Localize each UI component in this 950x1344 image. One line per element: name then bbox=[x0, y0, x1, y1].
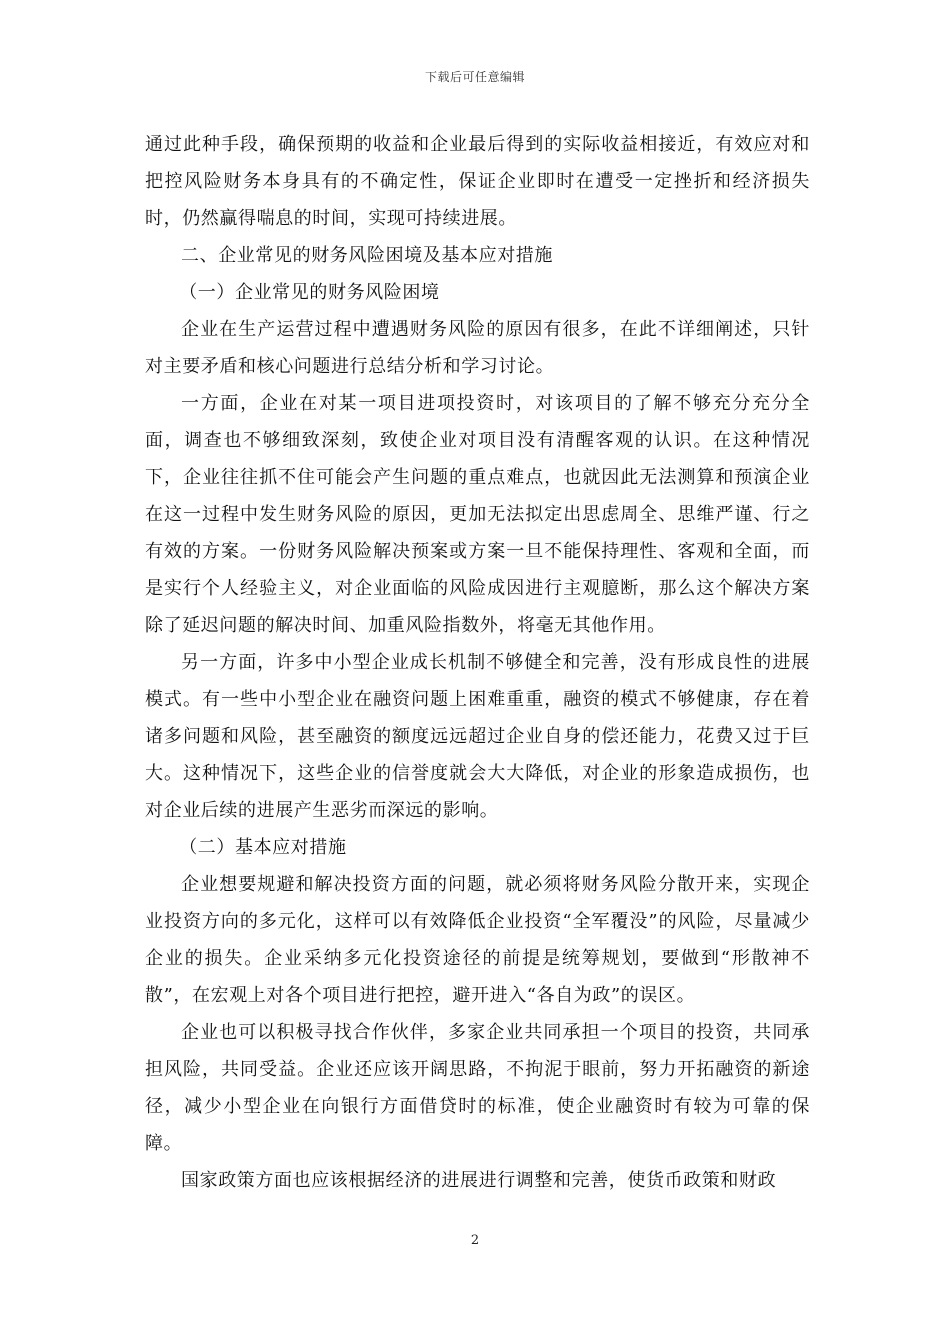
document-body bbox=[145, 126, 810, 1199]
paragraph-first-aspect: 一方面，企业在对某一项目进项投资时，对该项目的了解不够充分充分全面，调查也不够细致深刻，致使企业对项目没有清醒客观的认识。在这种情况下，企业往往抓不住可能会产生问题的重点难点，也就因此无法测算和预演企业在这一过程中发生财务风险的原因，更加无法拟定出思虑周全、思维严谨、行之有效的方案。一份财务风险解决预案或方案一旦不能保持理性、客观和全面，而是实行个人经验主义，对企业面临的风险成因进行主观臆断，那么这个解决方案除了延迟问题的解决时间、加重风险指数外，将毫无其他作用。 bbox=[145, 393, 810, 636]
page-number: 2 bbox=[470, 1233, 480, 1248]
subsection-heading-2: （二）基本应对措施 bbox=[179, 837, 347, 858]
paragraph-continuation: 通过此种手段，确保预期的收益和企业最后得到的实际收益相接近，有效应对和把控风险财务本身具有的不确定性，保证企业即时在遭受一定挫折和经济损失时，仍然赢得喘息的时间，实现可持续进展。 bbox=[145, 134, 810, 229]
subsection-heading-1: （一）企业常见的财务风险困境 bbox=[179, 282, 440, 303]
header-note: 下载后可任意编辑 bbox=[424, 70, 525, 84]
paragraph-second-aspect: 另一方面，许多中小型企业成长机制不够健全和完善，没有形成良性的进展模式。有一些中小型企业在融资问题上困难重重，融资的模式不够健康，存在着诸多问题和风险，甚至融资的额度远远超过企业自身的偿还能力，花费又过于巨大。这种情况下，这些企业的信誉度就会大大降低，对企业的形象造成损伤，也对企业后续的进展产生恶劣而深远的影响。 bbox=[145, 652, 810, 821]
paragraph-partnership: 企业也可以积极寻找合作伙伴，多家企业共同承担一个项目的投资，共同承担风险，共同受益。企业还应该开阔思路，不拘泥于眼前，努力开拓融资的新途径，减少小型企业在向银行方面借贷时的标准，使企业融资时有较为可靠的保障。 bbox=[145, 1022, 810, 1154]
section-heading: 二、企业常见的财务风险困境及基本应对措施 bbox=[181, 245, 553, 266]
paragraph-diversification: 企业想要规避和解决投资方面的问题，就必须将财务风险分散开来，实现企业投资方向的多元化，这样可以有效降低企业投资“全军覆没”的风险，尽量减少企业的损失。企业采纳多元化投资途径的前提是统筹规划，要做到“形散神不散”，在宏观上对各个项目进行把控，避开进入“各自为政”的误区。 bbox=[145, 874, 810, 1006]
paragraph-intro: 企业在生产运营过程中遭遇财务风险的原因有很多，在此不详细阐述，只针对主要矛盾和核心问题进行总结分析和学习讨论。 bbox=[145, 319, 810, 377]
paragraph-policy: 国家政策方面也应该根据经济的进展进行调整和完善，使货币政策和财政 bbox=[181, 1170, 777, 1191]
